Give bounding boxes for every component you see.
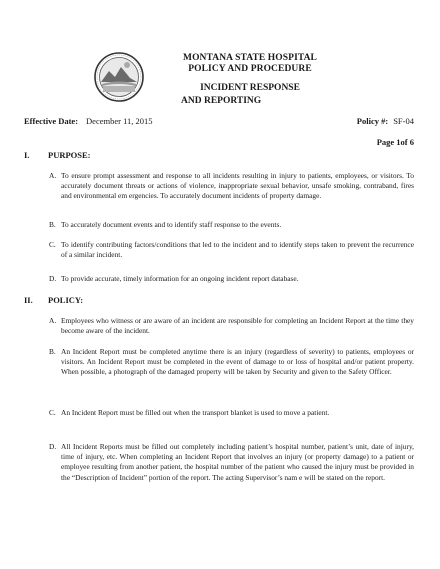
item-letter: D. bbox=[49, 274, 57, 283]
policy-title-line-2: AND REPORTING bbox=[181, 95, 262, 106]
list-item bbox=[49, 220, 414, 230]
list-item bbox=[49, 274, 414, 284]
item-text: All Incident Reports must be filled out completely including patient’s hospital number, patient’s unit, date of injury, time of injury, etc. When completing an Incident Report that involves an injury (or property damage) to a patient or employee resulting from another patient, the hospital number of the patient who caused the injury must be provided in the “Description of Incident” portion of the report. The acting Supervisor’s nam e will be stated on the report. bbox=[61, 442, 414, 482]
section-number: II. bbox=[24, 295, 33, 305]
item-text: To identify contributing factors/conditions that led to the incident and to identify steps taken to prevent the recurrence of a similar incident. bbox=[61, 240, 414, 260]
item-letter: B. bbox=[49, 347, 56, 356]
item-letter: A. bbox=[49, 316, 57, 325]
organization-name: MONTANA STATE HOSPITAL bbox=[183, 53, 317, 63]
item-text: To provide accurate, timely information for an ongoing incident report database. bbox=[61, 274, 299, 283]
list-item bbox=[49, 442, 414, 483]
item-letter: D. bbox=[49, 442, 57, 451]
policy-title-line-1: INCIDENT RESPONSE bbox=[200, 83, 300, 93]
item-letter: A. bbox=[49, 171, 57, 180]
list-item bbox=[49, 240, 414, 260]
effective-date-label: Effective Date: bbox=[24, 116, 79, 126]
section-title: PURPOSE: bbox=[48, 150, 91, 160]
section-title: POLICY: bbox=[48, 295, 84, 305]
item-text: To accurately document events and to identify staff response to the events. bbox=[61, 220, 282, 229]
item-letter: C. bbox=[49, 240, 56, 249]
section-heading-purpose bbox=[24, 150, 91, 160]
list-item bbox=[49, 316, 414, 336]
policy-title bbox=[150, 82, 350, 107]
state-seal-logo bbox=[94, 52, 144, 102]
item-text: An Incident Report must be completed anytime there is an injury (regardless of severity) to patients, employees or visitors. An Incident Report must be completed in the event of damage to or loss of hospital and/or patient property. When possible, a photograph of the damaged property will be taken by Security and given to the Safety Officer. bbox=[61, 347, 414, 377]
document-type: POLICY AND PROCEDURE bbox=[188, 64, 312, 74]
item-text: To ensure prompt assessment and response to all incidents resulting in injury to patients, employees, or visitors. To accurately document threats or actions of violence, inappropriate sexual behavior, unsafe smoking, contraband, fires and environmental em ergencies. To accurately document incidents of property damage. bbox=[61, 171, 414, 201]
section-number: I. bbox=[24, 150, 30, 160]
policy-number bbox=[357, 116, 414, 126]
item-letter: B. bbox=[49, 220, 56, 229]
item-letter: C. bbox=[49, 408, 56, 417]
list-item bbox=[49, 171, 414, 202]
item-text: An Incident Report must be filled out when the transport blanket is used to move a patient. bbox=[61, 408, 330, 417]
policy-number-label: Policy #: bbox=[356, 116, 389, 126]
page-number: Page 1of 6 bbox=[376, 137, 414, 147]
effective-date bbox=[24, 116, 153, 126]
list-item bbox=[49, 347, 414, 378]
policy-number-value: SF-04 bbox=[393, 116, 414, 126]
list-item bbox=[49, 408, 414, 418]
document-header bbox=[150, 53, 350, 75]
item-text: Employees who witness or are aware of an incident are responsible for completing an Incident Report at the time they become aware of the incident. bbox=[61, 316, 414, 336]
section-heading-policy bbox=[24, 295, 83, 305]
effective-date-value: December 11, 2015 bbox=[86, 116, 153, 126]
